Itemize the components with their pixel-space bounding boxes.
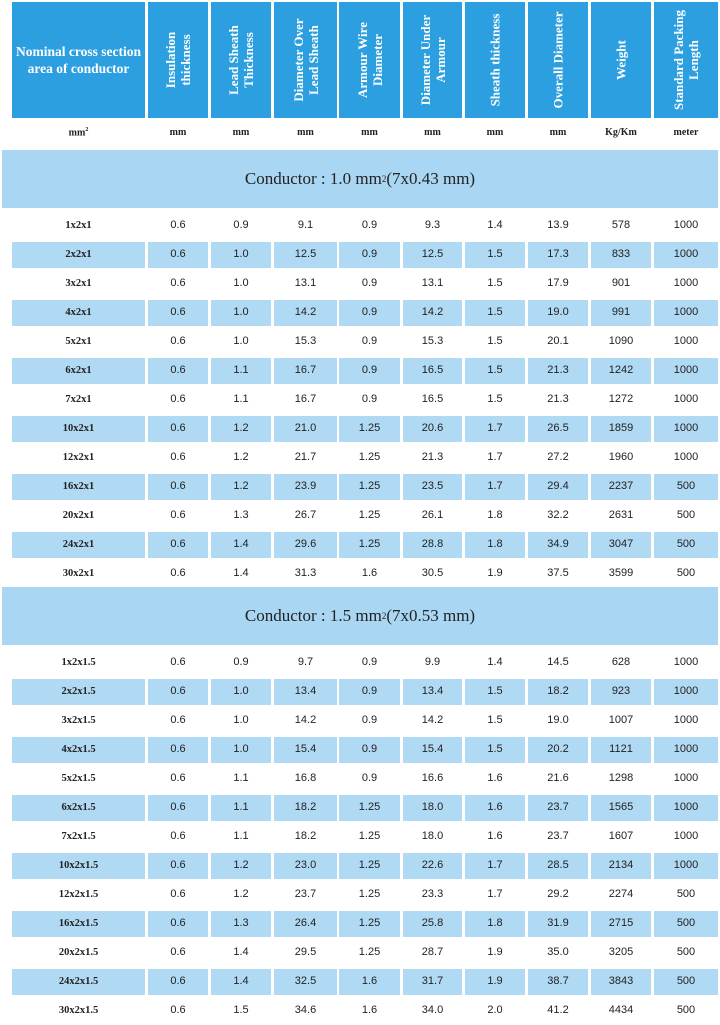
- table-cell: 1.25: [358, 451, 381, 463]
- table-cell: 0.9: [233, 219, 249, 231]
- table-cell: 1607: [608, 830, 634, 842]
- table-cell: 1.0: [233, 277, 249, 289]
- table-cell: 1.9: [487, 946, 503, 958]
- table-cell: 15.4: [294, 743, 317, 755]
- table-cell: 1.25: [358, 801, 381, 813]
- table-cell: 1.5: [487, 248, 503, 260]
- table-cell: 1298: [608, 772, 634, 784]
- table-cell: 9.9: [424, 656, 441, 668]
- table-cell: 1090: [608, 335, 634, 347]
- column-header-label: Overall Diameter: [550, 11, 566, 109]
- row-label: 30x2x1.5: [58, 1005, 99, 1016]
- unit-label: mm: [424, 127, 441, 138]
- row-label: 6x2x1.5: [61, 802, 96, 813]
- section-title: Conductor : 1.0 mm: [244, 169, 382, 188]
- column-header: [339, 2, 400, 118]
- table-cell: 14.5: [547, 656, 569, 668]
- table-cell: 1.25: [358, 422, 381, 434]
- table-cell: 0.9: [361, 685, 378, 697]
- table-cell: 2274: [608, 888, 634, 900]
- table-cell: 1000: [673, 714, 699, 726]
- table-cell: 1000: [673, 859, 699, 871]
- table-cell: 34.9: [547, 538, 569, 550]
- table-cell: 0.6: [170, 480, 186, 492]
- table-cell: 29.2: [547, 888, 569, 900]
- table-cell: 628: [611, 656, 631, 668]
- table-cell: 923: [611, 685, 631, 697]
- table-cell: 0.6: [170, 509, 186, 521]
- table-cell: 14.2: [421, 714, 444, 726]
- row-label: 16x2x1.5: [58, 918, 99, 929]
- table-cell: 22.6: [421, 859, 444, 871]
- table-cell: 0.6: [170, 656, 186, 668]
- table-cell: 1.2: [233, 859, 249, 871]
- table-cell: 1.4: [233, 538, 249, 550]
- table-cell: 23.3: [421, 888, 444, 900]
- table-cell: 1.8: [487, 538, 503, 550]
- table-cell: 18.2: [547, 685, 569, 697]
- table-cell: 14.2: [294, 306, 317, 318]
- table-cell: 833: [611, 248, 631, 260]
- table-cell: 1.6: [487, 772, 503, 784]
- table-cell: 30.5: [421, 567, 444, 579]
- table-cell: 1000: [673, 422, 699, 434]
- unit-label: mm: [232, 127, 250, 138]
- table-cell: 1.4: [233, 567, 249, 579]
- table-cell: 28.8: [421, 538, 444, 550]
- column-header: [528, 2, 588, 118]
- table-cell: 0.6: [170, 538, 186, 550]
- table-cell: 1.5: [487, 714, 503, 726]
- table-cell: 1565: [608, 801, 634, 813]
- table-cell: 0.6: [170, 975, 186, 987]
- table-cell: 2715: [608, 917, 634, 929]
- table-cell: 1000: [673, 685, 699, 697]
- row-label: 10x2x1.5: [58, 860, 99, 871]
- table-cell: 3843: [608, 975, 634, 987]
- table-cell: 1.2: [233, 480, 249, 492]
- table-cell: 0.6: [170, 335, 186, 347]
- table-cell: 34.0: [421, 1004, 444, 1016]
- table-cell: 1.25: [358, 888, 381, 900]
- table-cell: 0.9: [361, 393, 378, 405]
- table-cell: 12.5: [294, 248, 317, 260]
- table-cell: 1.2: [233, 888, 249, 900]
- table-cell: 1859: [608, 422, 634, 434]
- row-label: 2x2x1: [65, 249, 92, 260]
- table-cell: 15.3: [421, 335, 444, 347]
- table-cell: 4434: [608, 1004, 634, 1016]
- table-cell: 1121: [609, 743, 633, 755]
- table-cell: 1.6: [487, 830, 503, 842]
- row-label: 1x2x1: [65, 220, 92, 231]
- table-cell: 29.4: [547, 480, 569, 492]
- table-cell: 2.0: [487, 1004, 503, 1016]
- table-cell: 21.6: [547, 772, 569, 784]
- table-cell: 31.3: [294, 567, 317, 579]
- table-cell: 15.4: [421, 743, 444, 755]
- table-cell: 0.6: [170, 772, 186, 784]
- table-cell: 1.7: [487, 451, 503, 463]
- table-cell: 32.2: [547, 509, 569, 521]
- table-cell: 0.6: [170, 277, 186, 289]
- row-label: 16x2x1: [62, 481, 95, 492]
- table-cell: 28.7: [421, 946, 444, 958]
- column-header: [403, 2, 462, 118]
- table-cell: 3205: [608, 946, 634, 958]
- table-cell: 1.25: [358, 830, 381, 842]
- unit-label: mm: [297, 127, 314, 138]
- table-cell: 18.2: [294, 801, 317, 813]
- table-cell: 16.7: [294, 364, 317, 376]
- table-cell: 1.1: [233, 364, 249, 376]
- table-cell: 0.6: [170, 946, 186, 958]
- table-cell: 1960: [608, 451, 634, 463]
- table-cell: 12.5: [421, 248, 444, 260]
- table-cell: 20.2: [547, 743, 569, 755]
- table-cell: 1.0: [233, 714, 249, 726]
- table-cell: 35.0: [547, 946, 569, 958]
- table-cell: 21.0: [294, 422, 317, 434]
- column-header-label: Lead Sheath Thickness: [226, 25, 256, 95]
- section-title-band: [2, 587, 718, 645]
- row-label: 1x2x1.5: [61, 657, 96, 668]
- table-cell: 1.1: [233, 393, 249, 405]
- table-cell: 1.25: [358, 946, 381, 958]
- table-cell: 16.5: [421, 393, 444, 405]
- row-label: 12x2x1: [62, 452, 95, 463]
- table-cell: 1000: [673, 219, 699, 231]
- row-label: 3x2x1.5: [61, 715, 96, 726]
- table-cell: 29.6: [294, 538, 317, 550]
- section-title-suffix: (7x0.43 mm): [386, 169, 476, 188]
- table-cell: 1.7: [487, 480, 503, 492]
- table-cell: 16.6: [421, 772, 444, 784]
- table-cell: 500: [676, 946, 696, 958]
- unit-label: meter: [673, 127, 699, 138]
- row-label: 5x2x1.5: [61, 773, 96, 784]
- section-title-superscript: 2: [381, 174, 387, 184]
- row-label: 6x2x1: [65, 365, 92, 376]
- table-cell: 1.5: [487, 743, 503, 755]
- table-cell: 26.4: [294, 917, 317, 929]
- table-cell: 1000: [673, 306, 699, 318]
- row-label: 24x2x1: [62, 539, 95, 550]
- row-label: 7x2x1: [65, 394, 92, 405]
- table-cell: 1.0: [233, 743, 249, 755]
- table-cell: 1.5: [487, 393, 503, 405]
- table-cell: 901: [611, 277, 631, 289]
- table-cell: 21.3: [547, 364, 569, 376]
- table-cell: 1.5: [487, 277, 503, 289]
- table-cell: 1000: [673, 393, 699, 405]
- table-cell: 1.6: [361, 567, 378, 579]
- table-cell: 1000: [673, 656, 699, 668]
- table-cell: 1.25: [358, 538, 381, 550]
- table-cell: 1.8: [487, 509, 503, 521]
- column-header: [654, 2, 718, 118]
- table-cell: 991: [611, 306, 631, 318]
- table-cell: 0.9: [361, 364, 378, 376]
- table-cell: 1007: [608, 714, 634, 726]
- unit-label: Kg/Km: [605, 127, 637, 138]
- table-cell: 1.9: [487, 567, 503, 579]
- table-cell: 2237: [608, 480, 634, 492]
- table-cell: 1.4: [233, 946, 249, 958]
- column-header-label: Insulation thickness: [163, 31, 193, 89]
- table-cell: 37.5: [547, 567, 569, 579]
- unit-label: mm: [169, 127, 187, 138]
- column-header-label: Sheath thickness: [487, 13, 503, 107]
- table-cell: 31.7: [421, 975, 444, 987]
- table-cell: 23.5: [421, 480, 444, 492]
- table-cell: 34.6: [294, 1004, 317, 1016]
- table-cell: 0.9: [361, 219, 378, 231]
- column-header-label: Diameter Over Lead Sheath: [290, 18, 321, 102]
- table-cell: 1.0: [233, 306, 249, 318]
- table-cell: 19.0: [547, 306, 569, 318]
- table-cell: 18.0: [421, 801, 444, 813]
- table-cell: 0.9: [361, 248, 378, 260]
- column-header: [591, 2, 651, 118]
- row-label: 20x2x1.5: [58, 947, 99, 958]
- table-cell: 18.2: [294, 830, 317, 842]
- table-cell: 0.6: [170, 801, 186, 813]
- table-cell: 1.0: [233, 685, 249, 697]
- table-cell: 0.9: [361, 335, 378, 347]
- row-label: 24x2x1.5: [58, 976, 99, 987]
- table-cell: 500: [676, 917, 696, 929]
- table-cell: 26.1: [421, 509, 444, 521]
- table-cell: 23.0: [294, 859, 317, 871]
- column-header-label: Diameter Under Armour: [417, 14, 448, 106]
- table-cell: 0.6: [170, 219, 186, 231]
- table-cell: 1.25: [358, 917, 381, 929]
- table-cell: 1.8: [487, 917, 503, 929]
- table-cell: 38.7: [547, 975, 569, 987]
- table-cell: 1.6: [487, 801, 503, 813]
- section-title-superscript: 2: [381, 611, 387, 621]
- table-cell: 1000: [673, 743, 699, 755]
- table-cell: 1.5: [487, 306, 503, 318]
- table-cell: 31.9: [547, 917, 569, 929]
- table-cell: 16.7: [294, 393, 317, 405]
- table-cell: 1.7: [487, 888, 503, 900]
- table-cell: 500: [676, 567, 696, 579]
- table-cell: 13.4: [421, 685, 444, 697]
- table-cell: 0.6: [170, 567, 186, 579]
- table-cell: 0.6: [170, 888, 186, 900]
- table-cell: 0.6: [170, 306, 186, 318]
- table-cell: 0.6: [170, 422, 186, 434]
- table-cell: 29.5: [294, 946, 317, 958]
- table-cell: 23.7: [547, 830, 569, 842]
- row-label: 30x2x1: [62, 568, 95, 579]
- table-cell: 1000: [673, 830, 699, 842]
- column-header-label: Standard Packing Length: [671, 9, 701, 111]
- column-header-label: Weight: [613, 40, 629, 80]
- table-cell: 0.9: [361, 277, 378, 289]
- table-cell: 0.9: [361, 656, 378, 668]
- table-cell: 21.7: [294, 451, 317, 463]
- table-cell: 1000: [673, 277, 699, 289]
- units-row: [0, 124, 720, 144]
- table-cell: 1.4: [233, 975, 249, 987]
- table-cell: 1000: [673, 364, 699, 376]
- table-cell: 1.4: [487, 219, 503, 231]
- table-cell: 15.3: [294, 335, 317, 347]
- table-cell: 9.7: [297, 656, 314, 668]
- table-cell: 1.5: [487, 364, 503, 376]
- table-cell: 1.7: [487, 422, 503, 434]
- table-cell: 1.1: [233, 801, 249, 813]
- unit-label: mm: [361, 127, 378, 138]
- table-cell: 500: [676, 888, 696, 900]
- table-cell: 20.1: [547, 335, 569, 347]
- table-cell: 1.2: [233, 422, 249, 434]
- table-cell: 1000: [673, 801, 699, 813]
- table-cell: 1.25: [358, 480, 381, 492]
- table-cell: 1272: [608, 393, 634, 405]
- table-cell: 500: [676, 480, 696, 492]
- column-header: [148, 2, 208, 118]
- table-cell: 1.25: [358, 859, 381, 871]
- unit-label: mm: [486, 127, 504, 138]
- table-cell: 23.7: [547, 801, 569, 813]
- table-cell: 1.5: [487, 685, 503, 697]
- table-cell: 0.6: [170, 859, 186, 871]
- table-cell: 1.4: [487, 656, 503, 668]
- table-cell: 0.9: [361, 772, 378, 784]
- table-cell: 1.9: [487, 975, 503, 987]
- table-cell: 0.9: [361, 714, 378, 726]
- table-cell: 23.9: [294, 480, 317, 492]
- table-cell: 16.5: [421, 364, 444, 376]
- column-header-label: Armour Wire Diameter: [354, 22, 385, 98]
- table-cell: 14.2: [294, 714, 317, 726]
- table-cell: 32.5: [294, 975, 317, 987]
- table-cell: 500: [676, 975, 696, 987]
- table-cell: 0.6: [170, 248, 186, 260]
- table-cell: 1.0: [233, 335, 249, 347]
- table-cell: 0.6: [170, 1004, 186, 1016]
- table-cell: 13.9: [547, 219, 569, 231]
- table-cell: 3599: [608, 567, 634, 579]
- table-cell: 9.3: [424, 219, 441, 231]
- table-cell: 13.1: [421, 277, 444, 289]
- table-cell: 17.9: [547, 277, 569, 289]
- table-cell: 23.7: [294, 888, 317, 900]
- table-cell: 1.3: [233, 917, 249, 929]
- table-cell: 1.3: [233, 509, 249, 521]
- table-cell: 17.3: [547, 248, 569, 260]
- table-cell: 1.1: [233, 830, 249, 842]
- row-label: 3x2x1: [65, 278, 92, 289]
- table-cell: 0.9: [233, 656, 249, 668]
- table-cell: 500: [676, 1004, 696, 1016]
- table-cell: 1.5: [233, 1004, 249, 1016]
- table-cell: 9.1: [297, 219, 314, 231]
- table-cell: 1.25: [358, 509, 381, 521]
- table-cell: 500: [676, 509, 696, 521]
- row-label: 5x2x1: [65, 336, 92, 347]
- row-label: 7x2x1.5: [61, 831, 96, 842]
- section-title: Conductor : 1.5 mm: [244, 606, 382, 625]
- table-cell: 26.7: [294, 509, 317, 521]
- row-label: 4x2x1: [65, 307, 92, 318]
- row-label: 12x2x1.5: [58, 889, 99, 900]
- table-cell: 1.0: [233, 248, 249, 260]
- table-cell: 20.6: [421, 422, 444, 434]
- table-cell: 16.8: [294, 772, 317, 784]
- table-cell: 21.3: [421, 451, 444, 463]
- table-cell: 0.6: [170, 393, 186, 405]
- table-cell: 1.5: [487, 335, 503, 347]
- table-cell: 1.6: [361, 975, 378, 987]
- column-header: [12, 2, 145, 118]
- table-cell: 0.9: [361, 743, 378, 755]
- table-cell: 28.5: [547, 859, 569, 871]
- section-title-band: [2, 150, 718, 208]
- table-cell: 578: [611, 219, 631, 231]
- table-cell: 27.2: [547, 451, 569, 463]
- table-cell: 1000: [673, 451, 699, 463]
- table-cell: 0.6: [170, 917, 186, 929]
- row-label: 20x2x1: [62, 510, 95, 521]
- table-cell: 1000: [673, 248, 699, 260]
- table-cell: 21.3: [547, 393, 569, 405]
- table-cell: 1242: [608, 364, 634, 376]
- table-cell: 13.4: [294, 685, 317, 697]
- section-title-suffix: (7x0.53 mm): [386, 606, 476, 625]
- table-cell: 1.6: [361, 1004, 378, 1016]
- column-header: [465, 2, 525, 118]
- table-cell: 18.0: [421, 830, 444, 842]
- unit-label: $mm^2$: [68, 127, 89, 139]
- column-header: [211, 2, 271, 118]
- column-header-label: Nominal cross section area of conductor: [16, 44, 141, 76]
- table-cell: 14.2: [421, 306, 444, 318]
- table-cell: 500: [676, 538, 696, 550]
- table-cell: 0.6: [170, 685, 186, 697]
- table-cell: 2134: [608, 859, 634, 871]
- table-cell: 1000: [673, 772, 699, 784]
- table-cell: 25.8: [421, 917, 444, 929]
- row-label: 2x2x1.5: [61, 686, 96, 697]
- row-label: 4x2x1.5: [61, 744, 96, 755]
- table-cell: 0.6: [170, 743, 186, 755]
- table-cell: 1.1: [233, 772, 249, 784]
- row-label: 10x2x1: [62, 423, 95, 434]
- table-cell: 1000: [673, 335, 699, 347]
- table-cell: 13.1: [294, 277, 317, 289]
- table-cell: 0.6: [170, 364, 186, 376]
- table-cell: 19.0: [547, 714, 569, 726]
- table-cell: 0.6: [170, 714, 186, 726]
- table-cell: 2631: [608, 509, 634, 521]
- column-header: [274, 2, 337, 118]
- table-cell: 1.7: [487, 859, 503, 871]
- table-cell: 0.9: [361, 306, 378, 318]
- table-cell: 0.6: [170, 830, 186, 842]
- table-cell: 1.2: [233, 451, 249, 463]
- table-cell: 26.5: [547, 422, 569, 434]
- table-cell: 0.6: [170, 451, 186, 463]
- unit-label: mm: [549, 127, 567, 138]
- table-cell: 3047: [608, 538, 634, 550]
- table-cell: 41.2: [547, 1004, 569, 1016]
